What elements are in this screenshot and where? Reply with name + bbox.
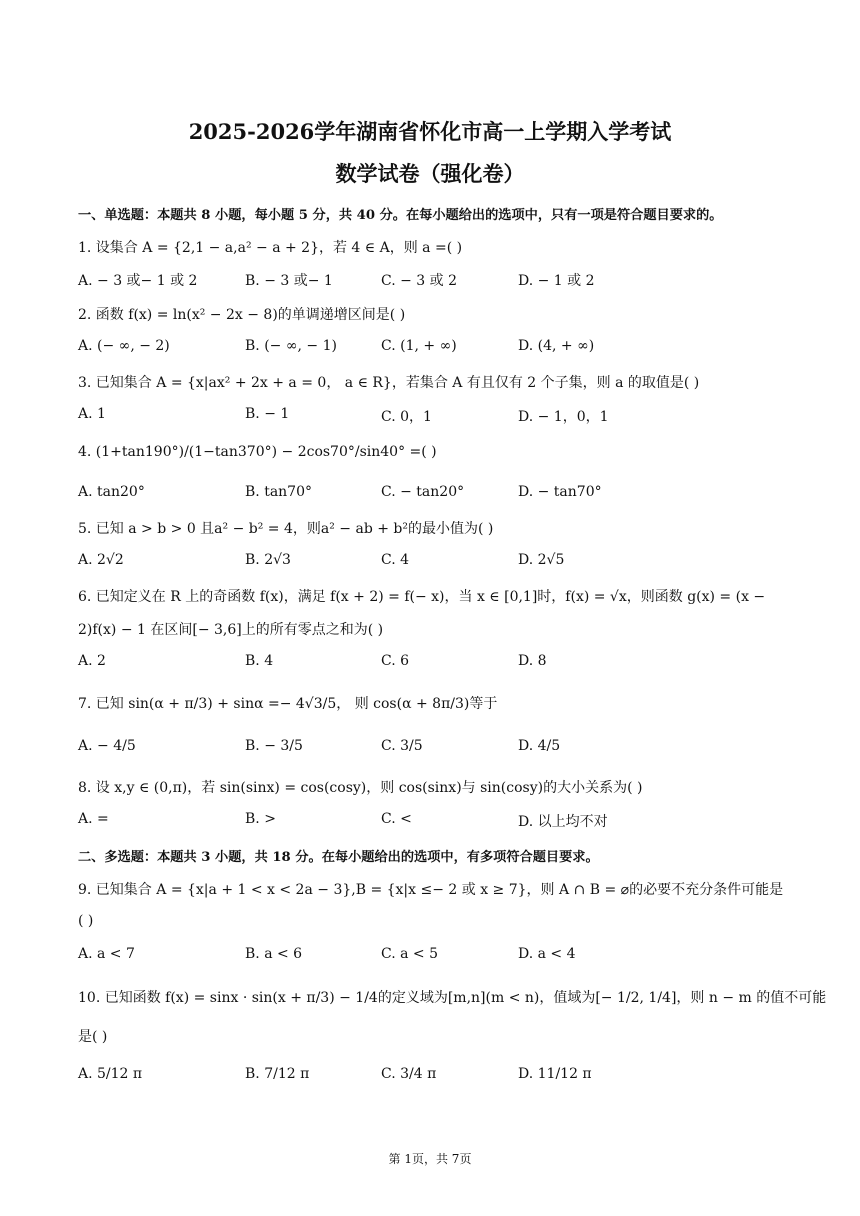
option-d: D. 8 (518, 653, 547, 669)
option-a: A. − 4/5 (78, 738, 136, 754)
option-d: D. (4, + ∞) (518, 338, 595, 354)
option-d: D. − tan70° (518, 484, 602, 500)
option-a: A. 2 (78, 653, 106, 669)
option-b: B. − 3/5 (245, 738, 303, 754)
exam-subtitle: 数学试卷（强化卷） (335, 161, 525, 186)
option-c: C. < (381, 811, 412, 827)
option-c: C. 6 (381, 653, 410, 669)
option-a: A. − 3 或− 1 或 2 (78, 273, 198, 289)
option-c: C. a < 5 (381, 946, 438, 962)
question-stem: 6. 已知定义在 R 上的奇函数 f(x)，满足 f(x + 2) = f(− x)，当 x ∈ [0,1]时，f(x) = √x，则函数 g(x) = (x − (78, 589, 766, 605)
question-stem: 7. 已知 sin(α + π/3) + sinα =− 4√3/5， 则 cos(α + 8π/3)等于 (78, 696, 498, 712)
question-stem: 10. 已知函数 f(x) = sinx · sin(x + π/3) − 1/4的定义域为[m,n](m < n)，值域为[− 1/2, 1/4]，则 n − m 的值不可能 (78, 990, 827, 1006)
question-stem: 5. 已知 a > b > 0 且a² − b² = 4，则a² − ab + b²的最小值为( ) (78, 521, 494, 537)
option-a: A. tan20° (78, 484, 145, 500)
question-stem: 2. 函数 f(x) = ln(x² − 2x − 8)的单调递增区间是( ) (78, 307, 406, 323)
option-b: B. 7/12 π (245, 1066, 310, 1082)
section-heading-multi: 二、多选题：本题共 3 小题，共 18 分。在每小题给出的选项中，有多项符合题目要求。 (78, 850, 599, 865)
option-b: B. − 1 (245, 406, 290, 422)
option-b: B. tan70° (245, 484, 312, 500)
option-a: A. 2√2 (78, 552, 124, 568)
question-stem-continued: ( ) (78, 913, 94, 929)
option-d: D. 11/12 π (518, 1066, 592, 1082)
option-c: C. 3/5 (381, 738, 423, 754)
option-b: B. 2√3 (245, 552, 291, 568)
option-d: D. − 1，0，1 (518, 409, 609, 425)
question-stem: 8. 设 x,y ∈ (0,π)，若 sin(sinx) = cos(cosy)，则 cos(sinx)与 sin(cosy)的大小关系为( ) (78, 780, 643, 796)
question-stem: 4. (1+tan190°)/(1−tan370°) − 2cos70°/sin40° =( ) (78, 444, 437, 460)
option-d: D. 以上均不对 (518, 814, 608, 830)
option-d: D. a < 4 (518, 946, 576, 962)
option-c: C. (1, + ∞) (381, 338, 457, 354)
option-b: B. > (245, 811, 276, 827)
option-b: B. − 3 或− 1 (245, 273, 333, 289)
option-b: B. (− ∞, − 1) (245, 338, 337, 354)
option-d: D. 2√5 (518, 552, 565, 568)
question-stem-continued: 2)f(x) − 1 在区间[− 3,6]上的所有零点之和为( ) (78, 622, 384, 638)
option-c: C. − tan20° (381, 484, 465, 500)
option-b: B. a < 6 (245, 946, 303, 962)
question-stem: 3. 已知集合 A = {x|ax² + 2x + a = 0， a ∈ R}，若集合 A 有且仅有 2 个子集，则 a 的取值是( ) (78, 375, 700, 391)
question-stem: 9. 已知集合 A = {x|a + 1 < x < 2a − 3},B = {x|x ≤− 2 或 x ≥ 7}，则 A ∩ B = ⌀的必要不充分条件可能是 (78, 882, 784, 898)
option-c: C. 4 (381, 552, 410, 568)
option-a: A. a < 7 (78, 946, 135, 962)
option-a: A. 1 (78, 406, 106, 422)
option-a: A. = (78, 811, 109, 827)
option-c: C. − 3 或 2 (381, 273, 458, 289)
option-c: C. 3/4 π (381, 1066, 437, 1082)
option-b: B. 4 (245, 653, 274, 669)
option-c: C. 0，1 (381, 409, 432, 425)
option-d: D. − 1 或 2 (518, 273, 595, 289)
option-a: A. 5/12 π (78, 1066, 143, 1082)
option-d: D. 4/5 (518, 738, 561, 754)
question-stem-continued: 是( ) (78, 1029, 108, 1045)
section-heading-single: 一、单选题：本题共 8 小题，每小题 5 分，共 40 分。在每小题给出的选项中，只有一项是符合题目要求的。 (78, 208, 723, 223)
question-stem: 1. 设集合 A = {2,1 − a,a² − a + 2}，若 4 ∈ A，则 a =( ) (78, 240, 463, 256)
page-number: 第 1页，共 7页 (388, 1152, 472, 1166)
option-a: A. (− ∞, − 2) (78, 338, 170, 354)
exam-title: 2025-2026学年湖南省怀化市高一上学期入学考试 (188, 119, 672, 144)
